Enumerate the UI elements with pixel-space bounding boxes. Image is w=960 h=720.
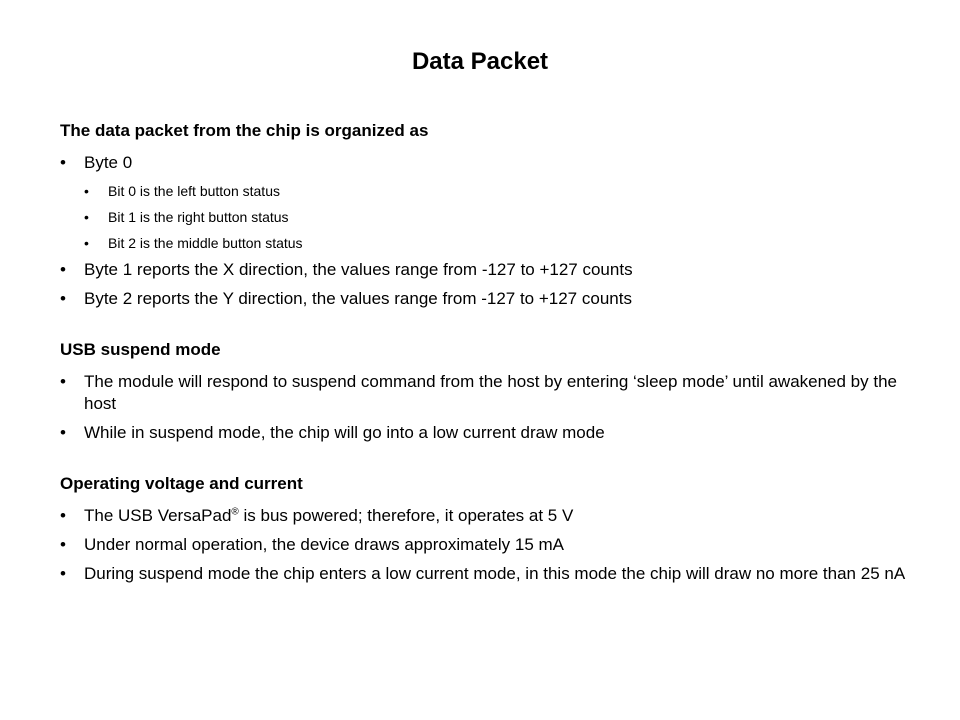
list-item-text: While in suspend mode, the chip will go into a low current draw mode (84, 423, 605, 442)
bullet-icon: • (60, 289, 66, 308)
list-item (60, 152, 910, 174)
page-title: Data Packet (411, 48, 549, 75)
sub-list-item-text: Bit 2 is the middle button status (108, 235, 303, 251)
list-item-text: Under normal operation, the device draws approximately 15 mA (84, 535, 565, 554)
section-spacer (60, 317, 910, 339)
text-pre: The USB VersaPad (84, 506, 232, 525)
list-item-text: Byte 0 (84, 153, 133, 172)
section-usb-suspend (60, 339, 910, 444)
list-item (60, 371, 910, 415)
sub-list-item-text: Bit 1 is the right button status (108, 209, 289, 225)
list-item (60, 422, 910, 444)
sub-list-item (60, 181, 910, 201)
bullet-icon: • (60, 535, 66, 554)
bullet-icon: • (60, 372, 66, 391)
bullet-icon: • (60, 506, 66, 525)
bullet-icon: • (84, 183, 89, 199)
bullet-icon: • (60, 423, 66, 442)
bullet-icon: • (60, 260, 66, 279)
sub-list-item (60, 207, 910, 227)
section-data-packet (60, 120, 910, 310)
list-item (60, 505, 910, 527)
list-item (60, 288, 910, 310)
bullet-icon: • (84, 235, 89, 251)
registered-mark: ® (231, 506, 239, 518)
list-item-text: During suspend mode the chip enters a low current mode, in this mode the chip will draw no more than 25 nA (84, 564, 906, 583)
bullet-icon: • (84, 209, 89, 225)
section-spacer (60, 451, 910, 473)
bullet-icon: • (60, 153, 66, 172)
text-post: is bus powered; therefore, it operates at 5 V (238, 506, 574, 525)
list-item (60, 534, 910, 556)
section-heading: USB suspend mode (60, 340, 221, 359)
section-heading: Operating voltage and current (60, 474, 303, 493)
list-item-text: Byte 2 reports the Y direction, the values range from -127 to +127 counts (84, 289, 632, 308)
sub-list-item-text: Bit 0 is the left button status (108, 183, 280, 199)
list-item (60, 259, 910, 281)
list-item-text: The module will respond to suspend command from the host by entering ‘sleep mode’ until awakened by the host (84, 372, 897, 413)
section-voltage-current (60, 473, 910, 585)
section-heading: The data packet from the chip is organized as (60, 121, 429, 140)
list-item-text: Byte 1 reports the X direction, the values range from -127 to +127 counts (84, 260, 633, 279)
sub-list-item (60, 233, 910, 253)
list-item (60, 563, 910, 585)
slide-content (60, 120, 910, 592)
list-item-text (84, 506, 573, 525)
bullet-icon: • (60, 564, 66, 583)
